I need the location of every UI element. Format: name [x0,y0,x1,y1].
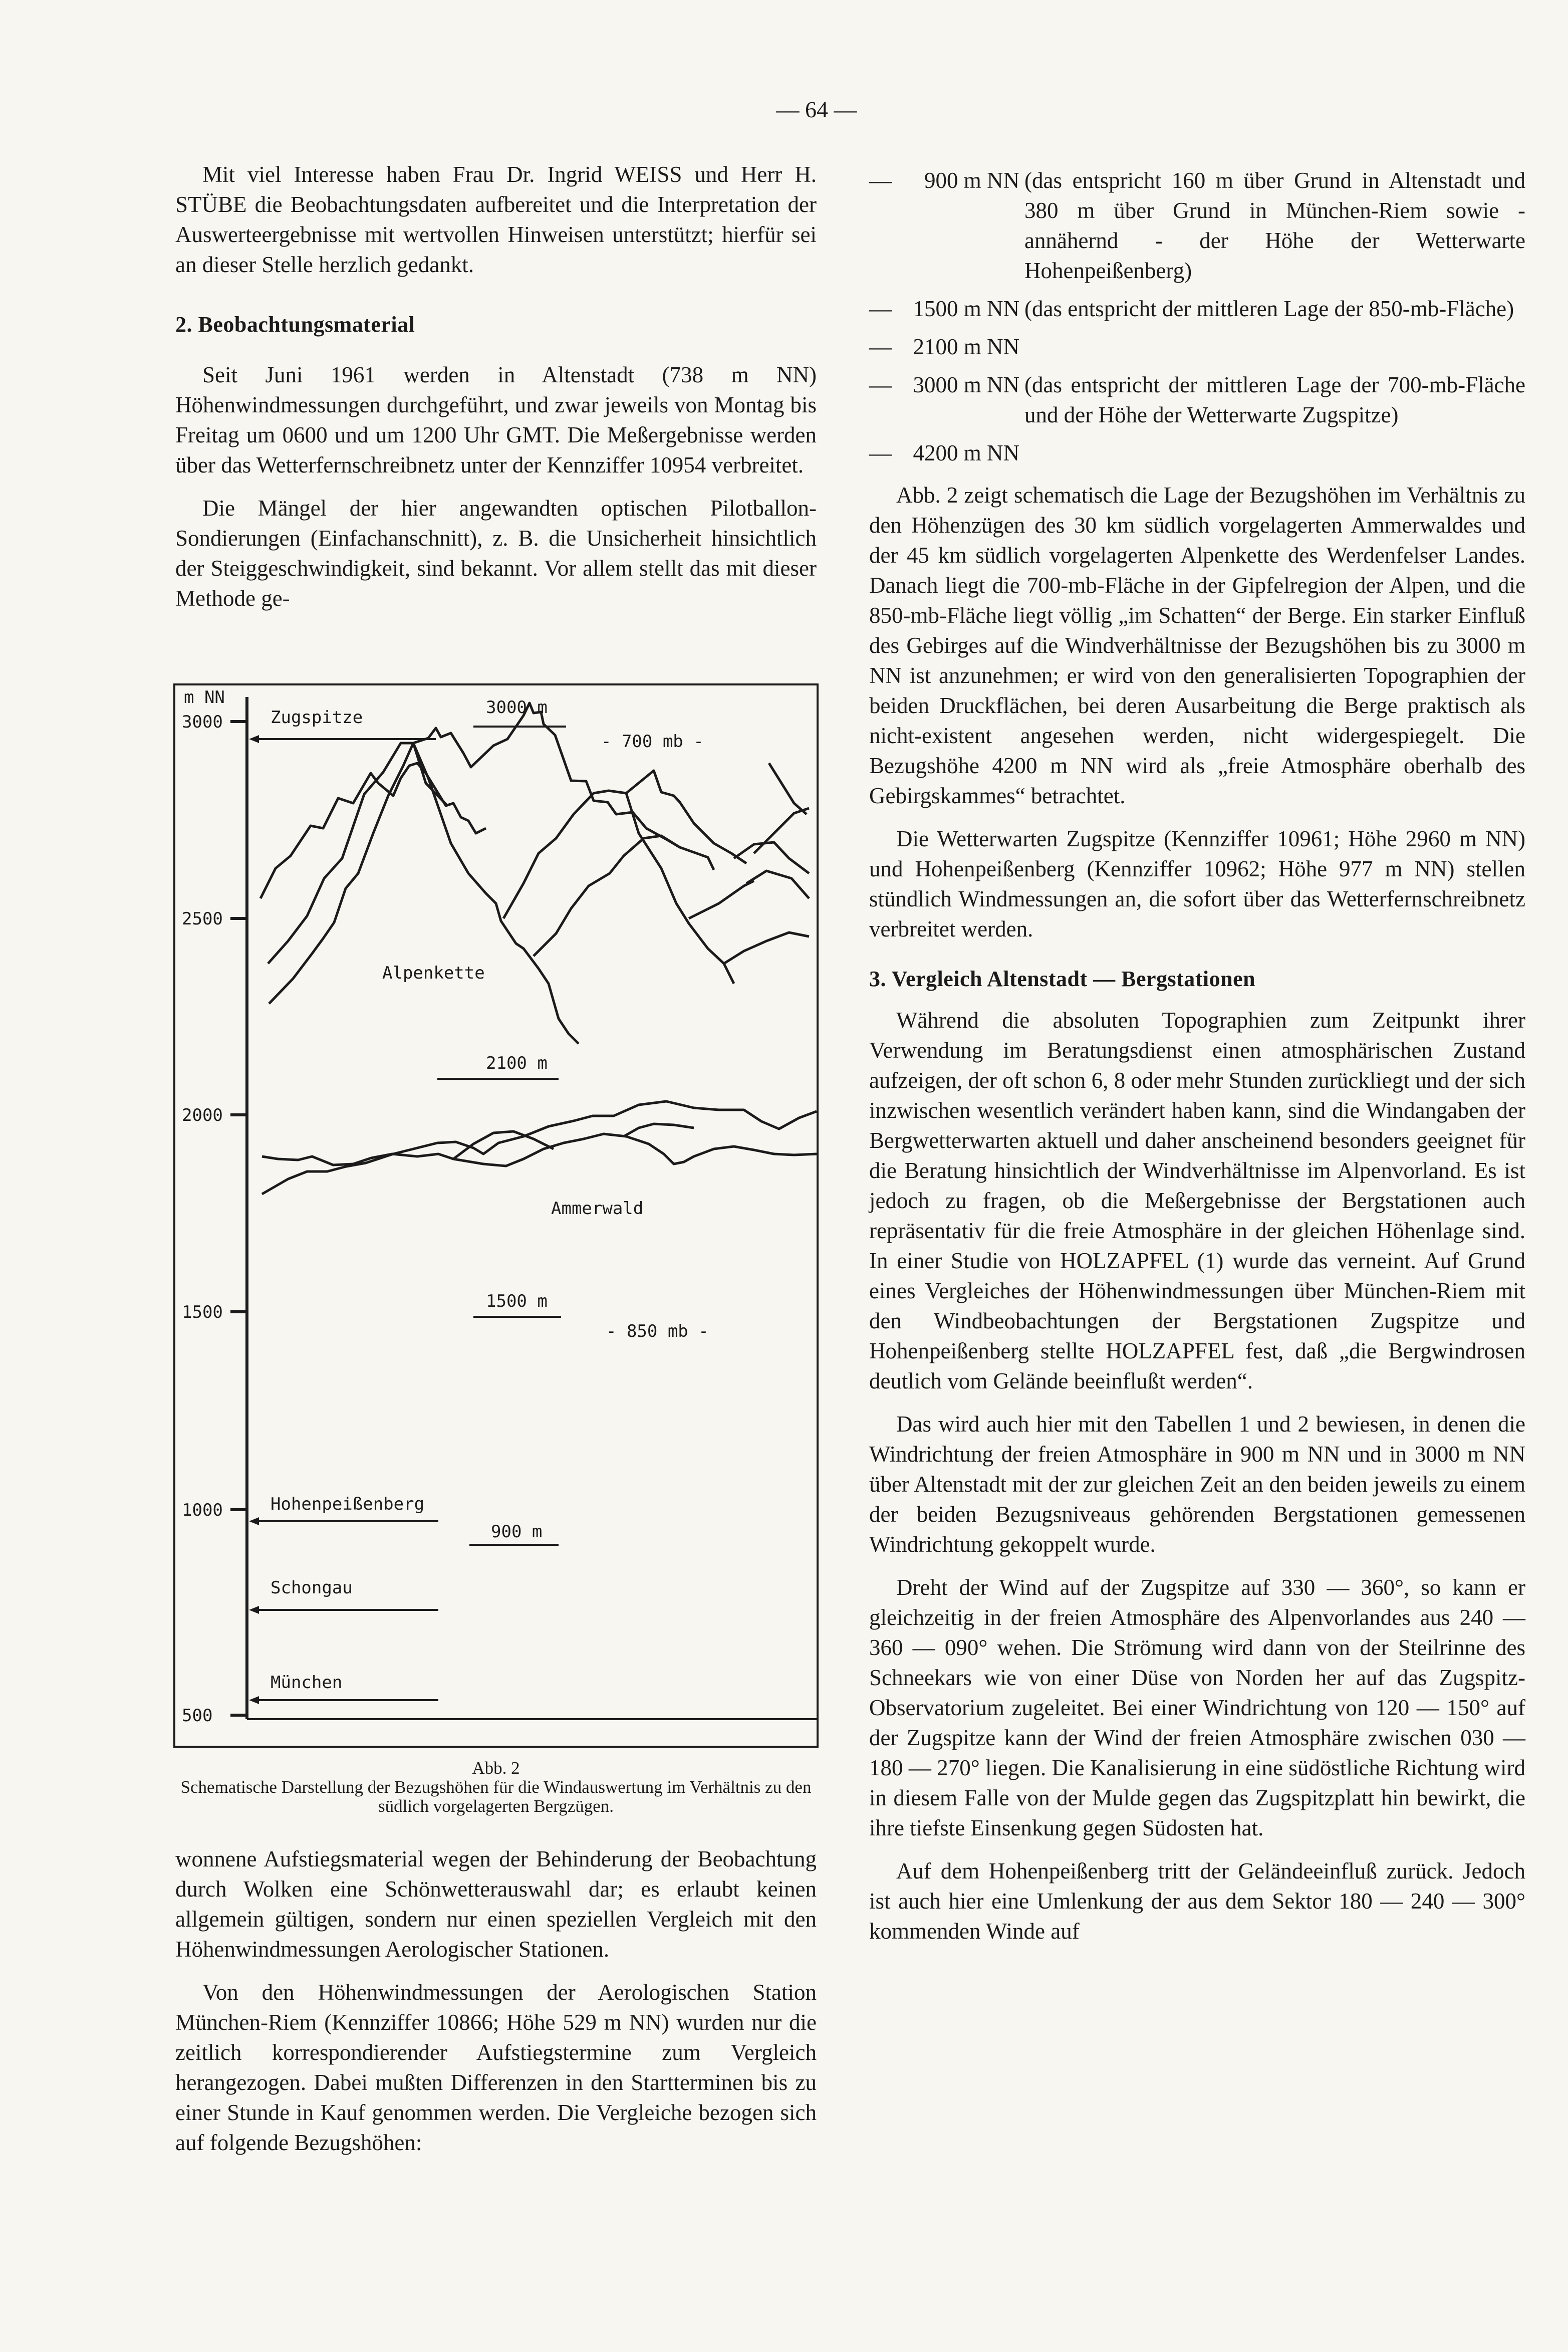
label-3000m: 3000 m [486,697,548,718]
section-2-heading: 2. Beobachtungsmaterial [175,312,415,337]
arrow-head [249,1606,259,1614]
label-zugspitze: Zugspitze [271,708,363,728]
arrow-head [249,1696,259,1704]
list-item [869,294,1525,324]
height-description [1024,438,1525,468]
page-number: — 64 — [776,97,857,122]
label-alpenkette: Alpenkette [382,963,485,983]
label-hohenpeissenberg: Hohenpeißenberg [271,1494,425,1514]
paragraph-pilotballon: Die Mängel der hier angewandten optischen Pilotballon-Sondierungen (Einfachanschnitt), z. B. die Unsicherheit hinsichtlich der Steiggeschwindigkeit, sind bekannt. Vor allem stellt das mit dieser Methode ge- [175,496,817,611]
tick-label-1500: 1500 [182,1302,223,1322]
label-850mb: - 850 mb - [606,1321,709,1341]
tick-label-2500: 2500 [182,909,223,929]
arrow-head [249,735,259,743]
height-value: 3000 m NN [913,372,1019,397]
tick-label-2000: 2000 [182,1105,223,1125]
paragraph-zugspitze-wind: Dreht der Wind auf der Zugspitze auf 330 — 360°, so kann er gleichzeitig in der freien Atmosphäre des Alpenvorlandes aus 240 — 360 — 090° wehen. Die Strömung wird dann von der Steilrinne des Schneekars wie von einer Düse von Norden her auf das Zugspitz-Observatorium zugeleitet. Bei einer Windrichtung von 120 — 150° auf der Zugspitze kann der Wind der freien Atmosphäre zwischen 030 — 180 — 270° liegen. Die Kanalisierung in eine südöstliche Richtung wird in diesem Falle von der Mulde gegen das Zugspitzplatt hin bewirkt, die ihre tiefste Einsenkung gegen Südosten hat. [869,1575,1525,1840]
caption-title: Abb. 2 [472,1758,520,1778]
y-ticks [182,712,247,1726]
label-schongau: Schongau [271,1578,353,1598]
paragraph-muenchen-riem: Von den Höhenwindmessungen der Aerologischen Station München-Riem (Kennziffer 10866; Höhe 529 m NN) wurden nur die zeitlich korrespondierender Aufstiegstermine zum Vergleich herangezogen. Dabei mußten Differenzen in den Startterminen bis zu einer Stunde in Kauf genommen werden. Die Vergleiche bezogen sich auf folgende Bezugshöhen: [175,1980,817,2155]
list-dash: — [869,334,892,359]
axis-unit-label: m NN [184,687,225,708]
list-item [869,332,1525,362]
caption-text: Schematische Darstellung der Bezugshöhen für die Windauswertung im Verhältnis zu den südlich vorgelagerten Bergzügen. [180,1777,812,1816]
paragraph-topographien: Während die absoluten Topographien zum Zeitpunkt ihrer Verwendung im Beratungsdienst einen atmosphärischen Zustand aufzeigen, der oft schon 6, 8 oder mehr Stunden zurückliegt und der sich inzwischen wesentlich verändert haben kann, sind die Windangaben der Bergwetterwarten aktuell und daher anscheinend besonders geeignet für die Beratung hinsichtlich der Windverhältnisse im Alpenvorland. Es ist jedoch zu fragen, ob die Meßergebnisse der Bergstationen auch repräsentativ für die freie Atmosphäre in der gleichen Höhenlage sind. In einer Studie von HOLZAPFEL (1) wurde das verneint. Auf Grund eines Vergleiches der Höhenwindmessungen über München-Riem mit den Windbeobachtungen der Bergstationen Zugspitze und Hohenpeißenberg stellte HOLZAPFEL fest, daß „die Bergwindrosen deutlich vom Gelände beeinflußt werden“. [869,1008,1525,1393]
alpenkette-ridges [260,703,809,1044]
paragraph-wetterwarten: Die Wetterwarten Zugspitze (Kennziffer 10961; Höhe 2960 m NN) und Hohenpeißenberg (Kennziffer 10962; Höhe 977 m NN) stellen stündlich Windmessungen an, die sofort über das Wetterfernschreibnetz verbreitet werden. [869,826,1525,942]
list-dash: — [869,296,892,321]
paragraph-tabellen: Das wird auch hier mit den Tabellen 1 und 2 bewiesen, in denen die Windrichtung der freien Atmosphäre in 900 m NN und in 3000 m NN über Altenstadt mit der zur gleichen Zeit an den beiden jeweils zu einem der beiden Bezugsniveaus gehörenden Bergstationen gemessenen Windrichtung gekoppelt wurde. [869,1412,1525,1557]
list-dash: — [869,372,892,397]
height-value: 1500 m NN [913,296,1019,321]
left-column-continued [175,1844,817,2171]
list-item [869,165,1525,286]
arrow-head [249,1517,259,1525]
right-column [869,165,1525,1959]
tick-label-1000: 1000 [182,1500,223,1520]
paragraph-hohenpeissenberg: Auf dem Hohenpeißenberg tritt der Geländeeinfluß zurück. Jedoch ist auch hier eine Umlenkung der aus dem Sektor 180 — 240 — 300° kommenden Winde auf [869,1858,1525,1944]
label-2100m: 2100 m [486,1053,548,1073]
height-value: 2100 m NN [913,334,1019,359]
tick-label-500: 500 [182,1706,213,1726]
label-900m: 900 m [491,1522,543,1542]
height-description: (das entspricht 160 m über Grund in Altenstadt und 380 m über Grund in München-Riem sowie - annähernd - der Höhe der Wetterwarte Hohenpeißenberg) [1024,168,1525,283]
label-ammerwald: Ammerwald [551,1199,644,1219]
paragraph-abb2-description: Abb. 2 zeigt schematisch die Lage der Bezugshöhen im Verhältnis zu den Höhenzügen des 30 km südlich vorgelagerten Ammerwaldes und der 45 km südlich vorgelagerten Alpenkette des Werdenfelser Landes. Danach liegt die 700-mb-Fläche in der Gipfelregion der Alpen, und die 850-mb-Fläche liegt völlig „im Schatten“ der Berge. Ein starker Einfluß des Gebirges auf die Windverhältnisse der Bezugshöhen bis zu 3000 m NN ist anzunehmen; er wird von den generalisierten Topographien der beiden Druckflächen, bei deren Ausarbeitung die Berge praktisch als nicht-existent angesehen werden, nicht widergespiegelt. Die Bezugshöhe 4200 m NN wird als „freie Atmosphäre oberhalb des Gebirgskammes“ betrachtet. [869,483,1525,808]
label-1500m: 1500 m [486,1291,548,1311]
tick-label-3000: 3000 [182,712,223,732]
ammerwald-ridges [262,1101,817,1194]
height-value: 4200 m NN [913,440,1019,465]
paragraph-altenstadt: Seit Juni 1961 werden in Altenstadt (738 m NN) Höhenwindmessungen durchgeführt, und zwar jeweils von Montag bis Freitag um 0600 und um 1200 Uhr GMT. Die Meßergebnisse werden über das Wetterfernschreibnetz unter der Kennziffer 10954 verbreitet. [175,362,817,478]
schematic-diagram [173,683,819,1748]
figure-caption [173,1759,819,1816]
label-muenchen: München [271,1673,343,1693]
label-700mb: - 700 mb - [601,732,704,752]
list-item [869,370,1525,430]
height-description [1024,332,1525,362]
section-3-heading: 3. Vergleich Altenstadt — Bergstationen [869,967,1256,991]
height-description: (das entspricht der mittleren Lage der 700-mb-Fläche und der Höhe der Wetterwarte Zugspitze) [1024,372,1525,427]
height-value: 900 m NN [924,168,1019,193]
height-description: (das entspricht der mittleren Lage der 850-mb-Fläche) [1024,296,1514,321]
left-column [175,159,817,626]
reference-heights-list [869,165,1525,468]
paragraph-aufstiegsmaterial: wonnene Aufstiegsmaterial wegen der Behinderung der Beobachtung durch Wolken eine Schönwetterauswahl dar; es erlaubt keinen allgemein gültigen, sondern nur einen speziellen Vergleich mit den Höhenwindmessungen Aerologischer Stationen. [175,1846,817,1962]
list-dash: — [869,168,892,193]
list-dash: — [869,440,892,465]
figure-abb-2 [173,683,819,1748]
list-item [869,438,1525,468]
acknowledgement-paragraph: Mit viel Interesse haben Frau Dr. Ingrid WEISS und Herr H. STÜBE die Beobachtungsdaten aufbereitet und die Interpretation der Auswerteergebnisse mit wertvollen Hinweisen unterstützt; hierfür sei an dieser Stelle herzlich gedankt. [175,162,817,277]
